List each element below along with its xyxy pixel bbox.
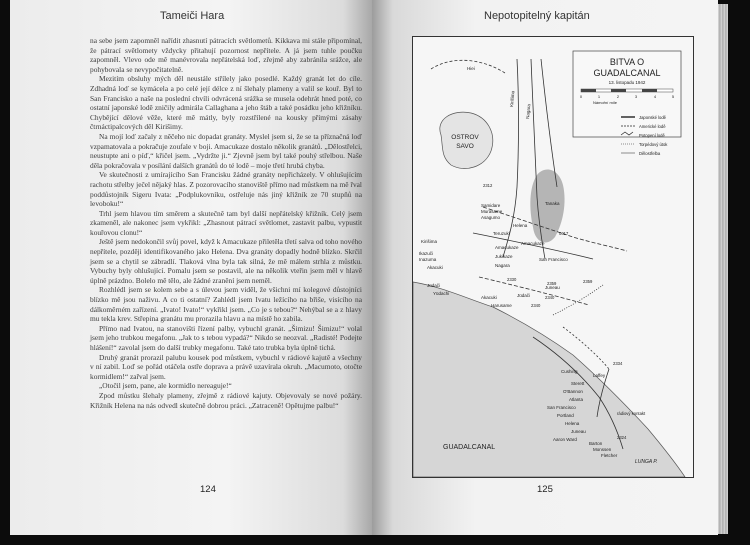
left-page [10, 0, 372, 535]
paragraph: Přímo nad Ivatou, na stanovišti řízení palby, vybuchl granát. „Šimizu! Šimizu!“ volal jsem jeho trubkou megafonu. „Jak to s tebou vypadá?“ Nikdo se neozval. „Radisté! Podejte hlášení!“ zavolal jsem do další trubky megafonu. Také tato trubka byla úplně tichá. [90, 323, 362, 352]
paragraph: na sebe jsem zapomněl nařídit zhasnutí pátracích světlometů. Kikkava mi stále připomínal, že pátrací světlomety vždycky přitahují pozornost nepřítele. A já jsem tuhle poučku zapomněl. Vlevo ode mě manévrovala nepřátelská loď, zřejmě aby zabránila srážce, ale pohybovala se nevypočitatelně. [90, 36, 362, 74]
svg-text:San Francisco: San Francisco [539, 257, 568, 262]
svg-text:Portland: Portland [557, 413, 574, 418]
paragraph: Na mojí loď začaly z něčeho nic dopadat granáty. Myslel jsem si, že se ta příznačná loď vzpamatovala a pokračuje zoufale v boji. Amacukaze dostalo několik granátů. „Dělostřelci, neustupte ani o píď,“ křičel jsem. „Vydržte ji.“ Zjevně jsem byl také pouhý střelbou. Naše děla pokračovala v posílání dalších granátů do té lodě – moje třetí hrubá chyba. [90, 131, 362, 170]
yudachi-label: Yūdachi [433, 291, 450, 296]
svg-text:Murasame: Murasame [481, 209, 503, 214]
svg-text:2324: 2324 [617, 435, 627, 440]
svg-text:Ikazuči: Ikazuči [419, 251, 434, 256]
svg-text:Nagara: Nagara [495, 263, 510, 268]
svg-text:Juneau: Juneau [571, 429, 586, 434]
svg-text:Akacuki: Akacuki [481, 295, 497, 300]
right-page-number: 125 [537, 484, 553, 495]
svg-text:Amacukaze: Amacukaze [495, 245, 519, 250]
book-page-edges [718, 4, 728, 534]
paragraph: Rozhlédl jsem se kolem sebe a s úlevou jsem viděl, že všichni mí kolegové důstojníci blízko mě jsou naživu. A co ti ostatní? Zahlédl jsem Ivatu ležícího na břiše, visícího na dálkoměrném zařízení. „Ivato! Ivato!“ vykřikl jsem. „Co je s tebou?“ Nehýbal se a z hlavy mu tekla krev. Střepina granátu mu prorazila hlavu a na místě ho zabila. [90, 285, 362, 324]
map-title-line2: GUADALCANAL [593, 68, 661, 78]
svg-text:Torpédový útok: Torpédový útok [639, 142, 668, 147]
svg-text:Cushing: Cushing [561, 369, 578, 374]
lunga-point-label: LUNGA P. [635, 459, 658, 465]
svg-text:1: 1 [597, 94, 601, 99]
svg-text:Inazuma: Inazuma [419, 257, 437, 262]
svg-text:4: 4 [653, 94, 657, 99]
svg-text:2312: 2312 [483, 183, 493, 188]
left-text-block [90, 36, 362, 410]
svg-text:Harusame: Harusame [491, 303, 512, 308]
svg-text:Juneau: Juneau [545, 285, 560, 290]
svg-text:Jūdači: Jūdači [427, 283, 441, 288]
svg-text:Nagara: Nagara [525, 103, 532, 120]
svg-text:2359: 2359 [583, 279, 593, 284]
svg-text:Akacuki: Akacuki [427, 265, 443, 270]
svg-text:2334: 2334 [613, 361, 623, 366]
paragraph: Druhý granát prorazil palubu kousek pod můstkem, vybuchl v rádiové kajutě a všechny v ní zabil. Loď se pořád otáčela ostře doprava a právě uzavírala okruh. „Macumoto, otočte kormidlem!“ zařval jsem. [90, 352, 362, 381]
svg-text:Amacukaze: Amacukaze [521, 241, 545, 246]
svg-text:Samidare: Samidare [481, 203, 501, 208]
svg-text:0017: 0017 [559, 231, 569, 236]
svg-text:2330: 2330 [507, 277, 517, 282]
svg-text:Atlanta: Atlanta [569, 397, 584, 402]
map-title-line1: BITVA O [609, 57, 645, 67]
svg-text:Fletcher: Fletcher [601, 453, 618, 458]
svg-text:Hiei: Hiei [467, 66, 475, 71]
right-page [372, 0, 718, 535]
battle-map-drawing [413, 37, 693, 477]
svg-text:Teruzuki: Teruzuki [493, 231, 510, 236]
svg-text:Sterett: Sterett [571, 381, 585, 386]
left-running-head: Tameiči Hara [160, 10, 225, 22]
scale-label: Námořní míle [593, 100, 618, 105]
svg-text:Japonské lodě: Japonské lodě [639, 115, 667, 120]
svg-text:Asagumo: Asagumo [481, 215, 501, 220]
svg-text:Potopení lodě: Potopení lodě [639, 133, 665, 138]
savo-label-line1: OSTROV [451, 134, 479, 141]
svg-text:Jūdači: Jūdači [517, 293, 531, 298]
svg-text:Americké lodě: Americké lodě [639, 124, 666, 129]
battle-map [412, 36, 694, 478]
svg-text:Helena: Helena [513, 223, 528, 228]
svg-text:Jukikaze: Jukikaze [495, 254, 513, 259]
paragraph: Zpod můstku šlehaly plameny, zřejmě z rádiové kajuty. Objevovaly se nové požáry. Křižník Helena na nás odvedl skutečně dobrou práci. „Zatraceně! Opětujme palbu!“ [90, 390, 362, 410]
paragraph: Mezitím obsluhy mých děl neustále střílely jako posedlé. Každý granát let do cíle. Zdhadná loď se kymácela a po celé její délce z ní šlehaly plameny a valil se kouř. Byl to San Francisko a naše na poslední chvíli odvrácená srážka se musela odehrát hned poté, co ostatní japonské lodě zničily admirála Callaghana a jeho štáb a také posádku jeho křižníku. Chybějící dělové věže, které mě mátly, byly rozstřílené na kousky přímými zásahy čtrnáctipalcových děl Kirišimy. [90, 74, 362, 132]
svg-text:Kirišima: Kirišima [421, 239, 438, 244]
svg-text:5: 5 [671, 94, 675, 99]
paragraph: Ještě jsem nedokončil svůj povel, když k Amacukaze přiletěla třetí salva od toho nového nepřítele, později identifikovaného jako Helena. Dva granáty dopadly hodně blízko. Skrčil jsem se a chytil se zábradlí. Tlaková vlna byla tak silná, že mě málem strhla z můstku. Vybuchy byly ohlušující. Pomalu jsem se postavil, ale na několik vteřin jsem měl v hlavě úplně prázdno. Bolelo mě tělo, ale žádné zranění jsem neměl. [90, 237, 362, 285]
guadalcanal-label: GUADALCANAL [443, 444, 496, 451]
svg-text:Barton: Barton [589, 441, 603, 446]
svg-text:San Francisco: San Francisco [547, 405, 576, 410]
svg-text:2359: 2359 [547, 281, 557, 286]
tanaka-label: Tanaka [545, 201, 560, 206]
svg-text:Helena: Helena [565, 421, 580, 426]
svg-text:Laffey: Laffey [593, 373, 606, 378]
right-running-head: Nepotopitelný kapitán [484, 10, 590, 22]
svg-text:2340: 2340 [545, 295, 555, 300]
svg-text:Dělostřelba: Dělostřelba [639, 151, 661, 156]
paragraph: Ve skutečnosti z umírajícího San Francisku žádné granáty nepřicházely. V ohlušujícím rachotu střelby ječel nějaký hlas. Z pozorovacího stanoviště přímo nad můstkem na mě řval poddůstojník Sigeru Ivata: „Podplukovníku, ostřeluje nás jiný křižník ze 70 stupňů na levoboku!“ [90, 170, 362, 209]
savo-label-line2: SAVO [456, 143, 474, 150]
svg-text:Kirišima: Kirišima [509, 90, 516, 108]
map-date: 13. listopadu 1942 [608, 80, 646, 85]
svg-text:rádiový kontakt: rádiový kontakt [617, 411, 646, 416]
svg-text:2340: 2340 [531, 303, 541, 308]
paragraph: „Otočil jsem, pane, ale kormidlo nereaguje!“ [99, 381, 232, 391]
svg-text:O'Bannon: O'Bannon [563, 389, 583, 394]
svg-text:Aaron Ward: Aaron Ward [553, 437, 577, 442]
svg-text:2: 2 [616, 94, 620, 99]
paragraph: Trhl jsem hlavou tím směrem a skutečně tam byl další nepřátelský křižník. Celý jsem zkameněl, ale nakonec jsem vykřikl: „Zhasnout pátrací světlomet, zastavit palbu, vypustit kouřovou clonu!“ [90, 208, 362, 237]
svg-text:Monssen: Monssen [593, 447, 612, 452]
svg-text:3: 3 [634, 94, 638, 99]
svg-text:0: 0 [579, 94, 583, 99]
left-page-number: 124 [200, 484, 216, 495]
